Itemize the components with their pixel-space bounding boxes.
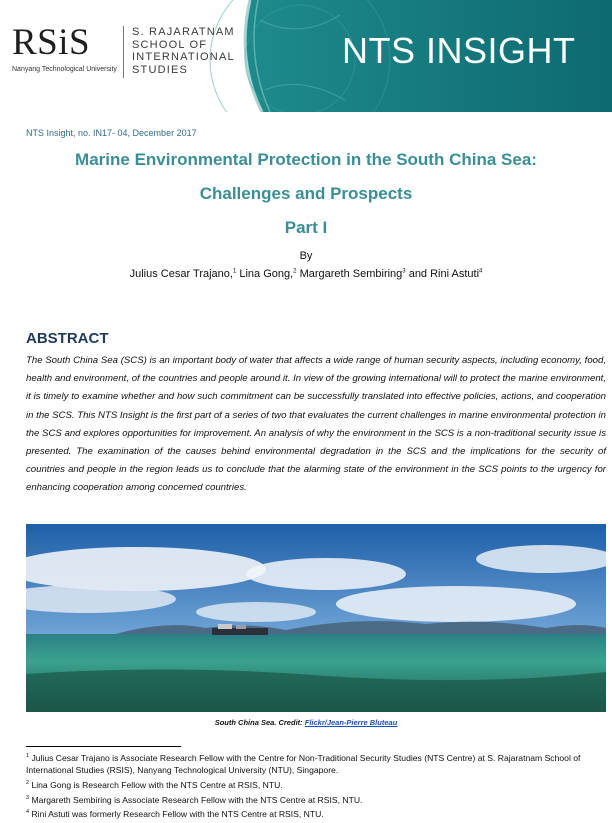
author-name: Julius Cesar Trajano, xyxy=(129,268,233,280)
title-line-3: Part I xyxy=(284,218,328,237)
banner-title: NTS INSIGHT xyxy=(342,30,576,71)
logo-wordmark: RSiS xyxy=(12,22,91,63)
author-name: Margareth Sembiring xyxy=(296,268,403,280)
logo-school-name: S. RAJARATNAM SCHOOL OF INTERNATIONAL STUDIES xyxy=(132,26,235,76)
footnote xyxy=(26,806,608,820)
title-line-2: Challenges and Prospects xyxy=(199,184,413,203)
footnote-number: 1 xyxy=(26,753,30,759)
footnote-number: 2 xyxy=(26,780,30,787)
sea-photo xyxy=(26,524,606,712)
author-footnote-ref: 1 xyxy=(232,268,237,275)
footnote xyxy=(26,792,608,806)
logo-university: Nanyang Technological University xyxy=(12,66,117,73)
logo-divider xyxy=(123,26,124,78)
footnote-text: Lina Gong is Research Fellow with the NTS Centre at RSIS, NTU. xyxy=(29,779,283,790)
author-name: and Rini Astuti xyxy=(405,268,480,280)
footnote-text: Rini Astuti was formerly Research Fellow with the NTS Centre at RSIS, NTU. xyxy=(29,808,324,819)
author-footnote-ref: 3 xyxy=(402,268,406,275)
page-header xyxy=(0,0,612,112)
issue-line: NTS Insight, no. IN17- 04, December 2017 xyxy=(26,128,197,138)
caption-credit-link[interactable]: Flickr/Jean-Pierre Bluteau xyxy=(304,718,398,727)
byline-by: By xyxy=(299,250,313,262)
footnote-text: Margareth Sembiring is Associate Research Fellow with the NTS Centre at RSIS, NTU. xyxy=(29,794,363,805)
caption-label: South China Sea. Credit: xyxy=(214,718,305,727)
footnote-text: Julius Cesar Trajano is Associate Research Fellow with the Centre for Non-Traditional Security Studies (NTS Centre) at S. Rajaratnam School of International Studies (RSIS), Nanyang Technological University (NTU), Singapore. xyxy=(26,752,581,776)
author-list xyxy=(0,268,612,280)
footnote xyxy=(26,777,608,791)
footnotes xyxy=(26,750,608,820)
abstract-heading: ABSTRACT xyxy=(26,330,109,347)
author-footnote-ref: 4 xyxy=(479,268,483,275)
abstract-body: The South China Sea (SCS) is an important body of water that affects a wide range of human security aspects, including economy, food, health and environment, of the countries and people around it. In view of the growing international will to protect the marine environment, it is timely to examine whether and how such commitment can be successfully translated into effective policies, actions, and cooperation in the SCS. This NTS Insight is the first part of a series of two that evaluates the current challenges in marine environmental protection in the SCS and explores opportunities for improvement. An analysis of why the environment in the SCS is a non-traditional security issue is presented. The examination of the causes behind environmental degradation in the SCS and the implications for the security of countries and people in the region leads us to conclude that the alarming state of the environment in the SCS points to the urgency for enhancing cooperation among concerned countries. xyxy=(26,355,606,494)
rsis-logo xyxy=(12,22,235,82)
footnote-divider xyxy=(26,746,181,747)
footnote xyxy=(26,750,608,777)
photo-caption xyxy=(0,718,612,727)
footnote-number: 4 xyxy=(26,808,30,815)
footnote-number: 3 xyxy=(26,794,30,801)
author-footnote-ref: 2 xyxy=(293,268,297,275)
author-name: Lina Gong, xyxy=(236,268,294,280)
title-line-1: Marine Environmental Protection in the South China Sea: xyxy=(75,150,537,169)
